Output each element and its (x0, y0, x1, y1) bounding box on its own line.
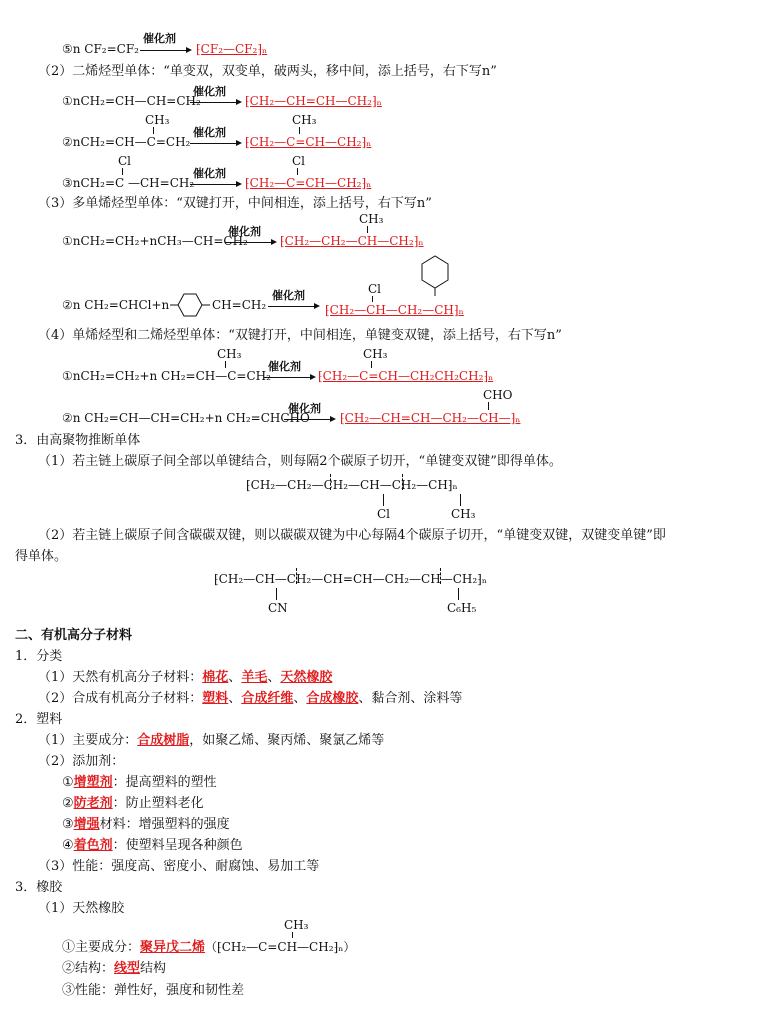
synthetic-materials-line (38, 690, 462, 708)
reaction-arrow (225, 242, 275, 243)
answer-plasticizer: 增塑剂 (73, 775, 113, 790)
bond-line (371, 361, 372, 368)
additive-plasticizer (62, 774, 217, 792)
rubber-structure-line (62, 960, 166, 978)
natural-rubber-label: （1）天然橡胶 (38, 901, 125, 916)
rubber-composition-line (62, 938, 355, 957)
answer-synthetic-rubber: 合成橡胶 (306, 691, 359, 706)
answer-antiager: 防老剂 (73, 796, 113, 811)
composition-label: ①主要成分： (62, 940, 141, 955)
separator: 、 (293, 691, 307, 706)
reaction-arrow (140, 50, 190, 51)
bond-line (225, 361, 226, 368)
bond-line (458, 588, 459, 600)
bond-line (153, 127, 154, 134)
additive-antiager (62, 795, 204, 813)
answer-cotton: 棉花 (202, 670, 229, 685)
eq-multi2-reactant-part1: ②n CH₂=CHCl+n (62, 298, 170, 312)
heading-multi-monoene: （3）多单烯烃型单体：“双键打开，中间相连，添上括号，右下写n” (38, 196, 432, 211)
structure-label: ②结构： (62, 961, 115, 976)
catalyst-label: 催化剂 (272, 289, 305, 302)
rubber-properties: ③性能：弹性好，强度和韧性差 (62, 983, 245, 998)
cut-line (440, 568, 441, 584)
product-aldehyde-substituent: CHO (483, 388, 513, 402)
natural-label: （1）天然有机高分子材料： (38, 670, 203, 685)
polyisoprene-formula: （⁅CH₂—C=CH—CH₂⁆ₙ） (205, 940, 356, 954)
methyl-substituent: CH₃ (451, 507, 476, 521)
additive-desc: ：防止塑料老化 (112, 796, 204, 811)
catalyst-label: 催化剂 (193, 126, 226, 139)
structure-rest: 结构 (140, 961, 167, 976)
catalyst-label: 催化剂 (228, 225, 261, 238)
item-number: ① (62, 775, 74, 790)
product-methyl-substituent: CH₃ (359, 212, 384, 226)
answer-plastic: 塑料 (202, 691, 229, 706)
methyl-substituent: CH₃ (145, 113, 170, 127)
plastics-properties: （3）性能：强度高、密度小、耐腐蚀、易加工等 (38, 859, 320, 874)
composition-rest: ，如聚乙烯、聚丙烯、聚氯乙烯等 (189, 733, 385, 748)
subsection-classification: 1．分类 (15, 649, 63, 664)
answer-colorant: 着色剂 (73, 838, 113, 853)
eq5-reactant: ⑤n CF₂=CF₂ (62, 42, 139, 56)
additive-desc: ：提高塑料的塑性 (112, 775, 217, 790)
reaction-arrow (284, 419, 334, 420)
product-methyl-substituent: CH₃ (292, 113, 317, 127)
eq-mixed2-reactant: ②n CH₂=CH—CH=CH₂+n CH₂=CHCHO (62, 411, 310, 425)
additives-label: （2）添加剂： (38, 754, 125, 769)
heading-mono-diene: （4）单烯烃型和二烯烃型单体：“双键打开，中间相连，单键变双键，添上括号，右下写n” (38, 328, 562, 343)
reaction-arrow (268, 306, 318, 307)
answer-reinforcer: 增强 (73, 817, 100, 832)
polymer-1-chain: ⁅CH₂—CH₂—CH₂—CH—CH₂—CH⁆ₙ (246, 478, 458, 492)
phenyl-substituent: C₆H₅ (447, 601, 477, 615)
catalyst-label: 催化剂 (268, 360, 301, 373)
eq-diene2-product: ⁅CH₂—C=CH—CH₂⁆ₙ (245, 135, 372, 149)
item-number: ③ (62, 817, 74, 832)
answer-wool: 羊毛 (241, 670, 268, 685)
subsection-rubber: 3．橡胶 (15, 880, 63, 895)
subsection-plastics: 2．塑料 (15, 712, 63, 727)
rule-double-bond-cont: 得单体。 (15, 549, 68, 564)
eq-diene1-reactant: ①nCH₂=CH—CH=CH₂ (62, 94, 201, 108)
bond-line (299, 127, 300, 134)
eq-multi2-product: ⁅CH₂—CH—CH₂—CH⁆ₙ (325, 303, 464, 317)
product-chloro-substituent: Cl (368, 282, 382, 296)
bond-line (367, 226, 368, 233)
eq-multi1-product: ⁅CH₂—CH₂—CH—CH₂⁆ₙ (280, 234, 424, 248)
answer-polyisoprene: 聚异戊二烯 (140, 940, 206, 955)
product-chloro-substituent: Cl (292, 154, 306, 168)
bond-line (276, 588, 277, 600)
separator: 、 (228, 691, 242, 706)
answer-natural-rubber: 天然橡胶 (280, 670, 333, 685)
item-number: ② (62, 796, 74, 811)
catalyst-label: 催化剂 (288, 402, 321, 415)
section-title-materials: 二、有机高分子材料 (15, 628, 133, 643)
eq-diene3-reactant: ③nCH₂=C —CH=CH₂ (62, 176, 195, 190)
cut-line (402, 474, 403, 490)
reaction-arrow (264, 377, 314, 378)
eq-multi1-reactant: ①nCH₂=CH₂+nCH₃—CH=CH₂ (62, 234, 248, 248)
eq-diene2-reactant: ②nCH₂=CH—C=CH₂ (62, 135, 191, 149)
answer-synthetic-resin: 合成树脂 (137, 733, 190, 748)
methyl-substituent: CH₃ (284, 918, 309, 932)
reaction-arrow (190, 143, 240, 144)
separator: 、 (267, 670, 281, 685)
chloro-substituent: Cl (377, 507, 391, 521)
additive-colorant (62, 837, 243, 855)
bond-line (122, 168, 123, 175)
synthetic-label: （2）合成有机高分子材料： (38, 691, 203, 706)
answer-synthetic-fiber: 合成纤维 (241, 691, 294, 706)
cyano-substituent: CN (268, 601, 288, 615)
heading-diene: （2）二烯烃型单体：“单变双，双变单，破两头，移中间，添上括号，右下写n” (38, 64, 497, 79)
reaction-arrow (190, 102, 240, 103)
polymer-2-chain: ⁅CH₂—CH—CH₂—CH=CH—CH₂—CH—CH₂⁆ₙ (214, 572, 488, 586)
reaction-arrow (190, 184, 240, 185)
bond-line (297, 168, 298, 175)
catalyst-label: 催化剂 (143, 32, 176, 45)
separator: 、 (228, 670, 242, 685)
eq-diene3-product: ⁅CH₂—C=CH—CH₂⁆ₙ (245, 176, 372, 190)
answer-linear: 线型 (114, 961, 141, 976)
natural-materials-line (38, 669, 332, 687)
cut-line (296, 568, 297, 584)
bond-line (460, 494, 461, 506)
catalyst-label: 催化剂 (193, 167, 226, 180)
eq-multi2-reactant-part2: CH=CH₂ (212, 298, 267, 312)
eq-mixed1-product: ⁅CH₂—C=CH—CH₂CH₂CH₂⁆ₙ (318, 369, 494, 383)
item-number: ④ (62, 838, 74, 853)
cut-line (330, 474, 331, 490)
eq-mixed1-reactant: ①nCH₂=CH₂+n CH₂=CH—C=CH₂ (62, 369, 271, 383)
methyl-substituent: CH₃ (217, 347, 242, 361)
bond-line (488, 402, 489, 410)
section-3-title: 3．由高聚物推断单体 (15, 433, 141, 448)
synthetic-rest: 、黏合剂、涂料等 (358, 691, 463, 706)
rule-double-bond: （2）若主链上碳原子间含碳碳双键，则以碳碳双键为中心每隔4个碳原子切开，“单键变双键，双键变单键”即 (38, 528, 666, 543)
eq-diene1-product: ⁅CH₂—CH=CH—CH₂⁆ₙ (245, 94, 382, 108)
benzene-ring-icon (418, 252, 452, 296)
bond-line (383, 494, 384, 506)
benzene-ring-icon (170, 290, 210, 320)
additive-reinforcer (62, 816, 230, 834)
catalyst-label: 催化剂 (193, 85, 226, 98)
additive-desc: 材料：增强塑料的强度 (99, 817, 230, 832)
additive-desc: ：使塑料呈现各种颜色 (112, 838, 243, 853)
plastics-composition-line (38, 732, 384, 750)
composition-label: （1）主要成分： (38, 733, 138, 748)
eq5-product: ⁅CF₂—CF₂⁆ₙ (196, 42, 268, 56)
eq-mixed2-product: ⁅CH₂—CH=CH—CH₂—CH—⁆ₙ (340, 411, 521, 425)
product-methyl-substituent: CH₃ (363, 347, 388, 361)
rule-single-bond: （1）若主链上碳原子间全部以单键结合，则每隔2个碳原子切开，“单键变双键”即得单体。 (38, 454, 562, 469)
chloro-substituent: Cl (118, 154, 132, 168)
